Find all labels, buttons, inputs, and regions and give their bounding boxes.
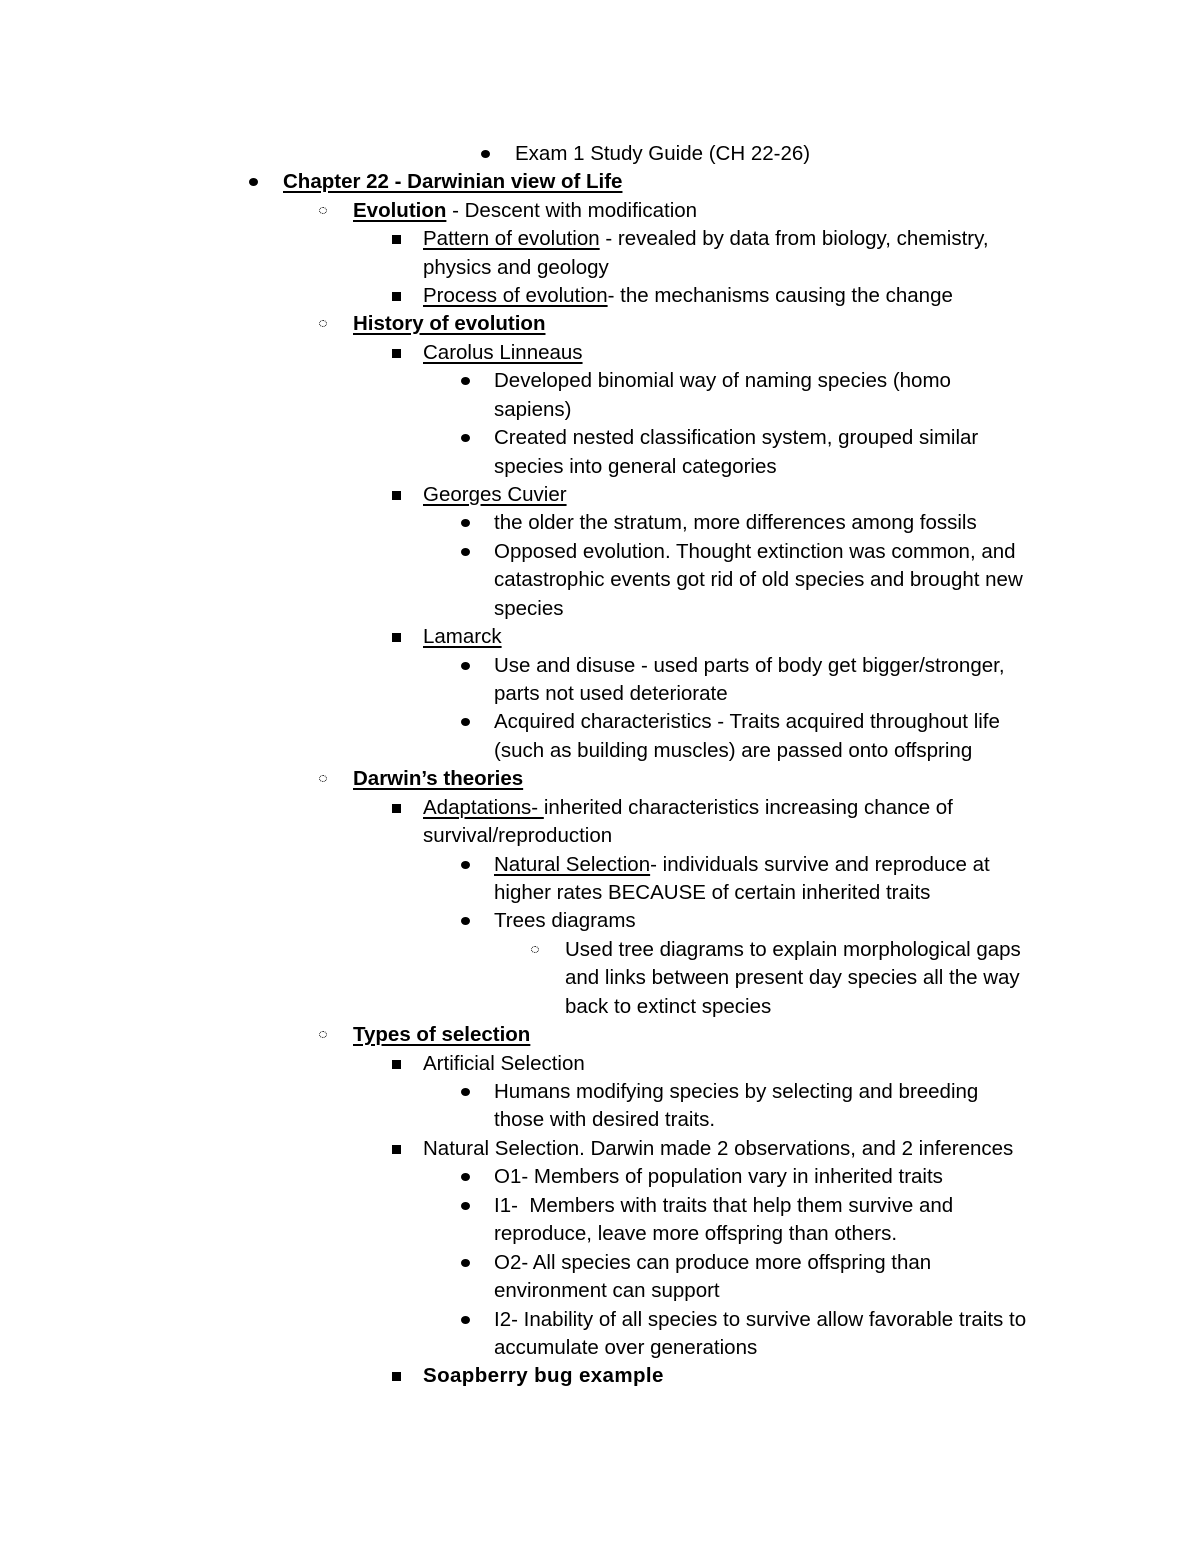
trees-sub-text-cont: back to extinct species	[565, 995, 772, 1018]
disc-bullet-icon	[458, 1306, 474, 1334]
square-bullet-icon	[389, 225, 405, 253]
circle-bullet-icon	[316, 310, 332, 338]
adaptations-line	[0, 794, 1200, 822]
selection-title: Types of selection	[353, 1023, 531, 1046]
soapberry-example: Soapberry bug example	[423, 1364, 664, 1387]
lamarck-point-2	[0, 708, 1200, 736]
chapter-line	[0, 168, 1200, 196]
square-bullet-icon	[389, 1050, 405, 1078]
lamarck-point-1	[0, 652, 1200, 680]
i2-text-cont: accumulate over generations	[494, 1336, 758, 1359]
cuvier-point-2-text-cont: species	[494, 597, 564, 620]
process-text: - the mechanisms causing the change	[607, 284, 953, 307]
trees-sub-text: Used tree diagrams to explain morphological gaps	[565, 938, 1021, 961]
circle-bullet-icon	[316, 197, 332, 225]
artificial-point-text: Humans modifying species by selecting and breeding	[494, 1080, 979, 1103]
square-bullet-icon	[389, 623, 405, 651]
i1-text: I1- Members with traits that help them survive and	[494, 1194, 954, 1217]
cuvier-line	[0, 481, 1200, 509]
artificial-point-cont	[0, 1106, 1200, 1134]
evolution-line	[0, 197, 1200, 225]
circle-bullet-icon	[316, 765, 332, 793]
linneaus-point-1-cont	[0, 396, 1200, 424]
trees-sub-line-cont-2	[0, 993, 1200, 1021]
disc-bullet-icon	[458, 708, 474, 736]
history-title: History of evolution	[353, 312, 546, 335]
lamarck-point-1-text-cont: parts not used deteriorate	[494, 682, 728, 705]
i2-text: I2- Inability of all species to survive allow favorable traits to	[494, 1308, 1027, 1331]
natural-line	[0, 1135, 1200, 1163]
linneaus-point-2-cont	[0, 453, 1200, 481]
selection-line	[0, 1021, 1200, 1049]
pattern-text-cont: physics and geology	[423, 256, 609, 279]
natural-selection-text: - individuals survive and reproduce at	[650, 853, 990, 876]
lamarck-point-1-text: Use and disuse - used parts of body get bigger/stronger,	[494, 654, 1005, 677]
darwin-title: Darwin’s theories	[353, 767, 524, 790]
lamarck-point-2-text: Acquired characteristics - Traits acquired throughout life	[494, 710, 1000, 733]
circle-bullet-icon	[316, 1021, 332, 1049]
darwin-line	[0, 765, 1200, 793]
disc-bullet-icon	[458, 652, 474, 680]
cuvier-point-2-text: Opposed evolution. Thought extinction was common, and	[494, 540, 1016, 563]
adaptations-term: Adaptations-	[423, 796, 544, 819]
square-bullet-icon	[389, 339, 405, 367]
o2-text: O2- All species can produce more offspring than	[494, 1251, 932, 1274]
linneaus-point-2-text: Created nested classification system, grouped similar	[494, 426, 979, 449]
disc-bullet-icon	[458, 907, 474, 935]
linneaus-point-2-text-cont: species into general categories	[494, 455, 777, 478]
linneaus-point-2	[0, 424, 1200, 452]
square-bullet-icon	[389, 282, 405, 310]
document-header: Exam 1 Study Guide (CH 22-26)	[515, 142, 811, 165]
disc-bullet-icon	[246, 168, 262, 196]
linneaus-point-1	[0, 367, 1200, 395]
pattern-line	[0, 225, 1200, 253]
disc-bullet-icon	[478, 140, 494, 168]
cuvier-point-2-text-cont: catastrophic events got rid of old species and brought new	[494, 568, 1023, 591]
disc-bullet-icon	[458, 367, 474, 395]
artificial-line	[0, 1050, 1200, 1078]
linneaus-line	[0, 339, 1200, 367]
square-bullet-icon	[389, 794, 405, 822]
linneaus-name: Carolus Linneaus	[423, 341, 583, 364]
cuvier-point-1	[0, 509, 1200, 537]
disc-bullet-icon	[458, 851, 474, 879]
lamarck-name: Lamarck	[423, 625, 502, 648]
adaptations-line-cont	[0, 822, 1200, 850]
chapter-title: Chapter 22 - Darwinian view of Life	[283, 170, 623, 193]
adaptations-text: inherited characteristics increasing chance of	[543, 796, 953, 819]
lamarck-point-1-cont	[0, 680, 1200, 708]
natural-selection-line	[0, 851, 1200, 879]
linneaus-point-1-text: Developed binomial way of naming species (homo	[494, 369, 951, 392]
soapberry-line	[0, 1362, 1200, 1390]
cuvier-name: Georges Cuvier	[423, 483, 567, 506]
disc-bullet-icon	[458, 1249, 474, 1277]
cuvier-point-2-cont-2	[0, 595, 1200, 623]
linneaus-point-1-text-cont: sapiens)	[494, 398, 572, 421]
disc-bullet-icon	[458, 1192, 474, 1220]
natural-selection-term: Natural Selection	[494, 853, 651, 876]
trees-sub-text-cont: and links between present day species all the way	[565, 966, 1020, 989]
i2-line	[0, 1306, 1200, 1334]
pattern-line-cont	[0, 254, 1200, 282]
o2-line	[0, 1249, 1200, 1277]
i2-line-cont	[0, 1334, 1200, 1362]
disc-bullet-icon	[458, 424, 474, 452]
history-line	[0, 310, 1200, 338]
lamarck-point-2-cont	[0, 737, 1200, 765]
square-bullet-icon	[389, 1362, 405, 1390]
square-bullet-icon	[389, 1135, 405, 1163]
i1-line	[0, 1192, 1200, 1220]
natural-selection-text-cont: higher rates BECAUSE of certain inherited traits	[494, 881, 931, 904]
disc-bullet-icon	[458, 1078, 474, 1106]
artificial-point	[0, 1078, 1200, 1106]
o1-text: O1- Members of population vary in inherited traits	[494, 1165, 943, 1188]
i1-line-cont	[0, 1220, 1200, 1248]
evolution-definition: - Descent with modification	[446, 199, 698, 222]
disc-bullet-icon	[458, 1163, 474, 1191]
evolution-term: Evolution	[353, 199, 447, 222]
trees-line	[0, 907, 1200, 935]
square-bullet-icon	[389, 481, 405, 509]
o1-line	[0, 1163, 1200, 1191]
cuvier-point-2-cont-1	[0, 566, 1200, 594]
process-term: Process of evolution	[423, 284, 608, 307]
artificial-point-text-cont: those with desired traits.	[494, 1108, 716, 1131]
pattern-text: - revealed by data from biology, chemistry,	[599, 227, 989, 250]
pattern-term: Pattern of evolution	[423, 227, 600, 250]
trees-sub-line	[0, 936, 1200, 964]
adaptations-text-cont: survival/reproduction	[423, 824, 613, 847]
lamarck-line	[0, 623, 1200, 651]
artificial-label: Artificial Selection	[423, 1052, 585, 1075]
i1-text-cont: reproduce, leave more offspring than others.	[494, 1222, 898, 1245]
natural-label: Natural Selection. Darwin made 2 observations, and 2 inferences	[423, 1137, 1014, 1160]
process-line	[0, 282, 1200, 310]
natural-selection-line-cont	[0, 879, 1200, 907]
disc-bullet-icon	[458, 509, 474, 537]
disc-bullet-icon	[458, 538, 474, 566]
o2-text-cont: environment can support	[494, 1279, 720, 1302]
cuvier-point-2	[0, 538, 1200, 566]
trees-sub-line-cont-1	[0, 964, 1200, 992]
o2-line-cont	[0, 1277, 1200, 1305]
trees-label: Trees diagrams	[494, 909, 636, 932]
lamarck-point-2-text-cont: (such as building muscles) are passed onto offspring	[494, 739, 973, 762]
header-line	[0, 140, 1200, 168]
cuvier-point-1-text: the older the stratum, more differences among fossils	[494, 511, 977, 534]
circle-bullet-icon	[528, 936, 544, 964]
